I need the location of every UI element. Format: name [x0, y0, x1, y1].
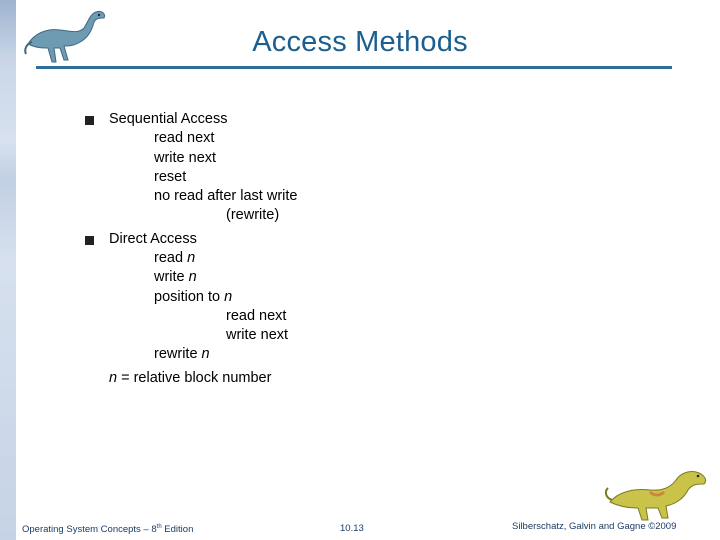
- list-item: [154, 249, 195, 268]
- list-item-variable: n: [224, 289, 233, 305]
- list-item-variable: n: [201, 346, 210, 362]
- slide-title: Access Methods: [252, 26, 468, 58]
- bullet-icon: [85, 116, 94, 125]
- list-item: read next: [226, 308, 287, 324]
- bullet-icon: [85, 236, 94, 245]
- note-text: = relative block number: [117, 370, 272, 386]
- footer-book-text: Operating System Concepts – 8: [22, 524, 157, 536]
- list-item: write next: [226, 327, 289, 343]
- list-item: no read after last write: [154, 188, 298, 204]
- dinosaur-footer-icon: [604, 462, 714, 522]
- section-heading-direct: Direct Access: [109, 231, 197, 247]
- footer-book-title: [22, 524, 193, 535]
- list-item-variable: n: [188, 269, 197, 285]
- list-item: [154, 345, 210, 364]
- list-item: write next: [154, 150, 217, 166]
- block-number-note: [109, 369, 271, 388]
- list-item: [154, 268, 197, 287]
- list-item-text: position to: [154, 289, 225, 305]
- list-item: [154, 288, 232, 307]
- footer-book-edition: Edition: [161, 524, 194, 536]
- list-item-text: rewrite: [154, 346, 202, 362]
- list-item: read next: [154, 130, 215, 146]
- list-item: (rewrite): [226, 207, 280, 223]
- footer-copyright: Silberschatz, Galvin and Gagne ©2009: [512, 521, 677, 532]
- list-item: reset: [154, 169, 187, 185]
- list-item-text: write: [154, 269, 189, 285]
- list-item-variable: n: [187, 250, 196, 266]
- footer-book-superscript: th: [156, 524, 162, 530]
- section-heading-sequential: Sequential Access: [109, 111, 228, 127]
- page-number: 10.13: [340, 523, 364, 534]
- list-item-text: read: [154, 250, 188, 266]
- note-variable: n: [109, 370, 118, 386]
